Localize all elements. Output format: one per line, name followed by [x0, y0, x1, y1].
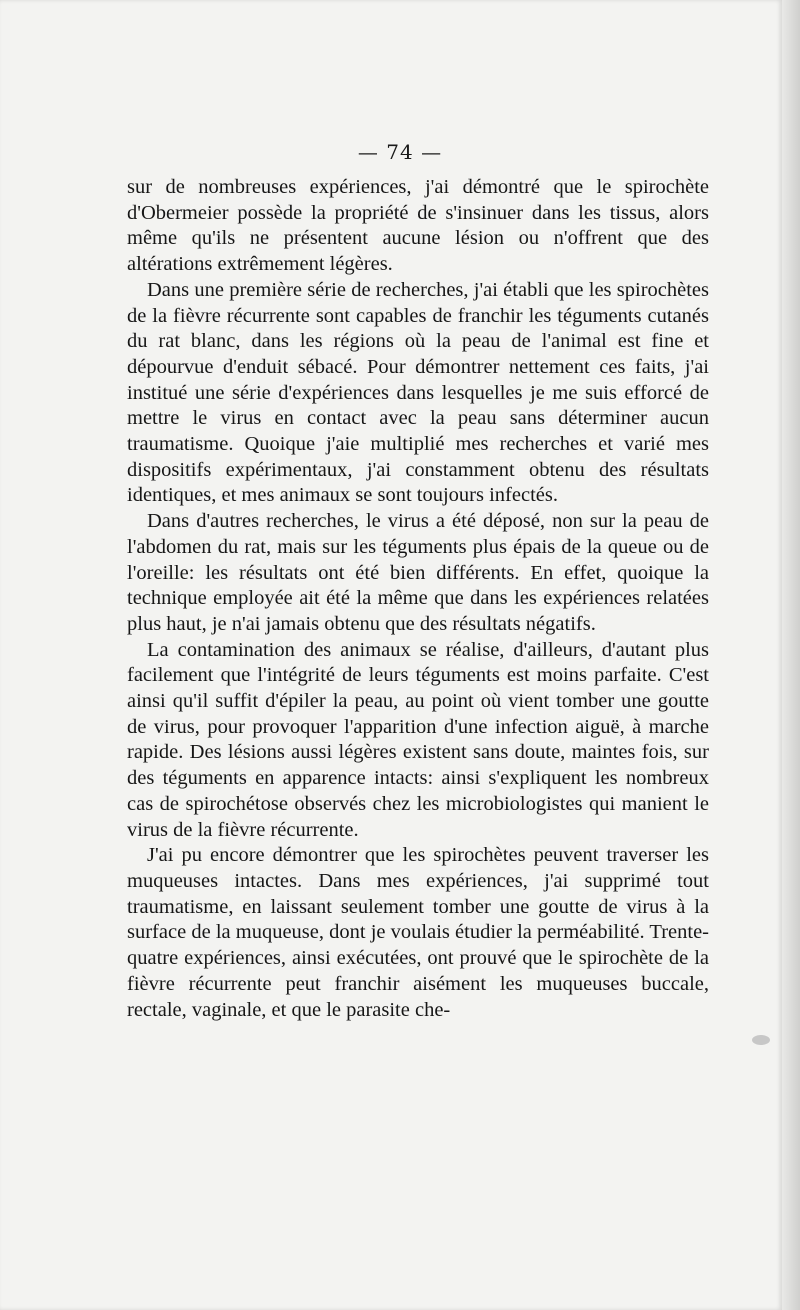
paragraph-5: J'ai pu encore démontrer que les spirochètes peuvent traverser les muqueuses intactes. Dans mes expériences, j'ai supprimé tout traumatisme, en laissant seulement tomber une goutte de virus à la surface de la muqueuse, dont je voulais étudier la perméabilité. Trente-quatre expériences, ainsi exécutées, ont prouvé que le spirochète de la fièvre récurrente peut franchir aisément les muqueuses buccale, rectale, vaginale, et que le parasite che- [127, 844, 709, 1021]
body-text [127, 175, 709, 1023]
paragraph-3: Dans d'autres recherches, le virus a été déposé, non sur la peau de l'abdomen du rat, mais sur les téguments plus épais de la queue ou de l'oreille: les résultats ont été bien différents. En effet, quoique la technique employée ait été la même que dans les expériences relatées plus haut, je n'ai jamais obtenu que des résultats négatifs. [127, 510, 709, 635]
page-edge [782, 0, 800, 1310]
paragraph-2: Dans une première série de recherches, j'ai établi que les spirochètes de la fièvre récurrente sont capables de franchir les téguments cutanés du rat blanc, dans les régions où la peau de l'animal est fine et dépourvue d'enduit sébacé. Pour démontrer nettement ces faits, j'ai institué une série d'expériences dans lesquelles je me suis efforcé de mettre le virus en contact avec la peau sans déterminer aucun traumatisme. Quoique j'aie multiplié mes recherches et varié mes dispositifs expérimentaux, j'ai constamment obtenu des résultats identiques, et mes animaux se sont toujours infectés. [127, 278, 709, 507]
page-number: — 74 — [357, 140, 443, 164]
paragraph-1: sur de nombreuses expériences, j'ai démontré que le spirochète d'Obermeier possède la propriété de s'insinuer dans les tissus, alors même qu'ils ne présentent aucune lésion ou n'offrent que des altérations extrêmement légères. [127, 176, 709, 276]
paper-speck [752, 1035, 770, 1045]
paragraph-4: La contamination des animaux se réalise, d'ailleurs, d'autant plus facilement que l'intégrité de leurs téguments est moins parfaite. C'est ainsi qu'il suffit d'épiler la peau, au point où vient tomber une goutte de virus, pour provoquer l'apparition d'une infection aiguë, à marche rapide. Des lésions aussi légères existent sans doute, maintes fois, sur des téguments en apparence intacts: ainsi s'expliquent les nombreux cas de spirochétose observés chez les microbiologistes qui manient le virus de la fièvre récurrente. [127, 638, 709, 841]
